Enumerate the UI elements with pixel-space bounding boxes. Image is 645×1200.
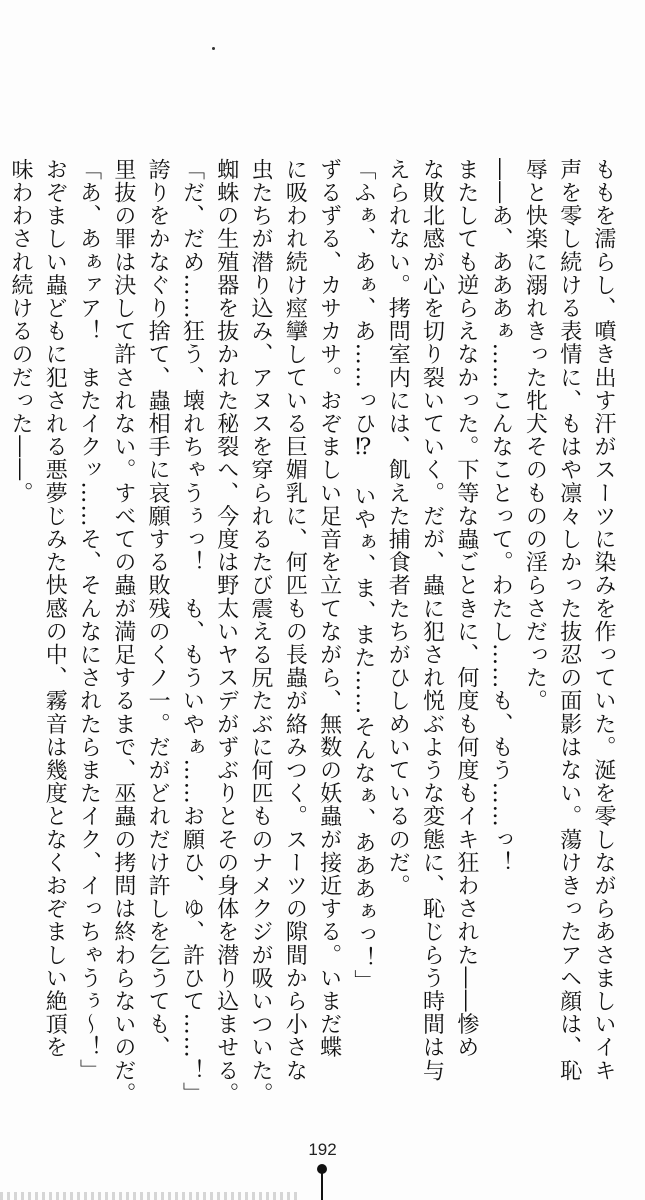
vertical-text-body	[7, 158, 620, 1106]
text-line: 里抜の罪は決して許されない。すべての蟲が満足するまで、巫蟲の拷問は終わらないのだ。	[110, 158, 136, 1106]
text-line: 誇りをかなぐり捨て、蟲相手に哀願する敗残のくノ一。だがどれだけ許しを乞うても、	[145, 158, 171, 1059]
text-line: 辱と快楽に溺れきった牝犬そのものの淫らさだった。	[522, 158, 548, 713]
page-number: 192	[308, 1140, 337, 1159]
text-line: ももを濡らし、噴き出す汗がスーツに染みを作っていた。涎を零しながらあさましいイキ	[591, 158, 616, 1082]
text-line: えられない。拷問室内には、飢えた捕食者たちがひしめいているのだ。	[385, 158, 411, 898]
text-line: 「ふぁ、あぁ、あ……っひ⁉ いやぁ、ま、また……そんなぁ、あああぁっ！」	[350, 158, 376, 993]
text-line: 「あ、あぁァア！ またイクッ……そ、そんなにされたらまたイク、イっちゃうぅ～！」	[76, 158, 102, 1082]
page-marker-stem	[321, 1172, 323, 1200]
text-line: ――あ、あああぁ……こんなことって。わたし……も、もう……っ！	[488, 158, 514, 875]
text-line: おぞましい蟲どもに犯される悪夢じみた快感の中、霧音は幾度となくおぞましい絶頂を	[42, 158, 68, 1059]
text-line: またしても逆らえなかった。下等な蟲ごときに、何度も何度もイキ狂わされた――惨め	[453, 158, 479, 1059]
text-line: 蜘蛛の生殖器を抜かれた秘裂へ、今度は野太いヤスデがずぶりとその身体を潜り込ませる。	[213, 158, 239, 1106]
ink-speck	[212, 47, 215, 50]
text-line: 「だ、だめ……狂う、壊れちゃうぅっ！ も、もういやぁ……お願ひ、ゆ、許ひて……！」	[179, 158, 205, 1106]
text-line: 味わわされ続けるのだった――。	[7, 158, 33, 505]
text-line: に吸われ続け痙攣している巨媚乳に、何匹もの長蟲が絡みつく。スーツの隙間から小さな	[282, 158, 308, 1082]
scan-noise	[0, 1192, 300, 1200]
text-line: 虫たちが潜り込み、アヌスを穿られるたび震える尻たぶに何匹ものナメクジが吸いついた。	[248, 158, 274, 1106]
text-line: 声を零し続ける表情に、もはや凛々しかった抜忍の面影はない。蕩けきったアヘ顔は、恥	[556, 158, 582, 1082]
text-line: ずるずる、カサカサ。おぞましい足音を立てながら、無数の妖蟲が接近する。いまだ蝶	[316, 158, 342, 1059]
text-line: な敗北感が心を切り裂いていく。だが、蟲に犯され悦ぶような変態に、恥じらう時間は与	[419, 158, 445, 1082]
